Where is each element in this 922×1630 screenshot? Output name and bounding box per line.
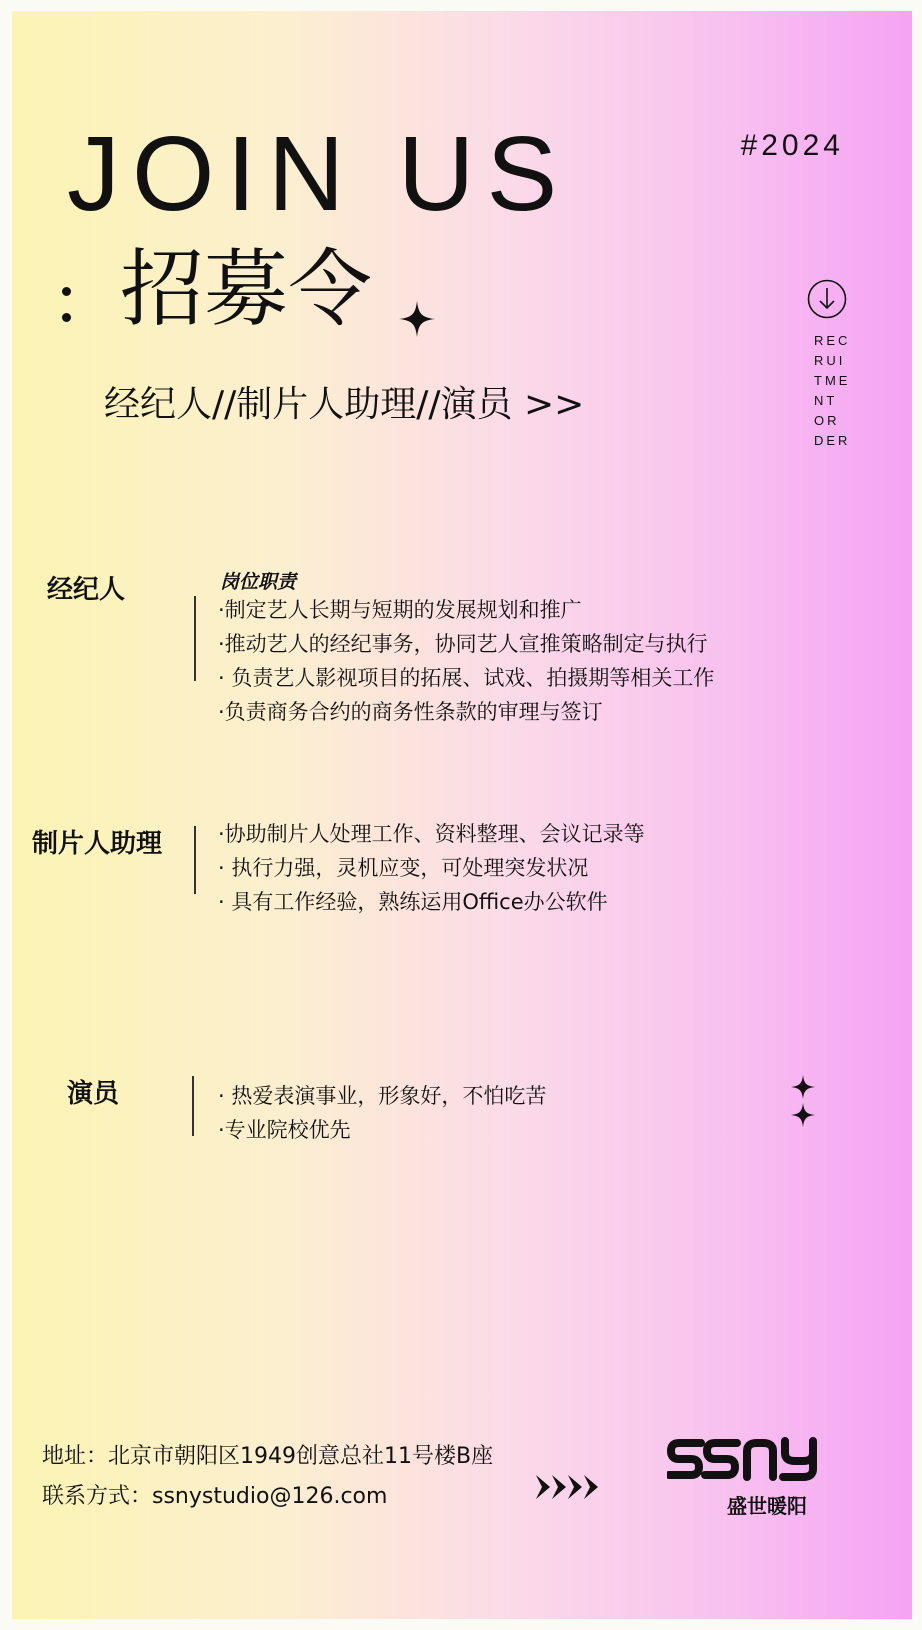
- section-heading-actor: 演员: [67, 1079, 120, 1109]
- sparkle-icon: [791, 1103, 815, 1127]
- section-heading-agent: 经纪人: [47, 575, 126, 605]
- section-divider: [194, 826, 196, 894]
- list-item: · 具有工作经验，熟练运用Office办公软件: [218, 890, 608, 914]
- vertical-text-line: DER: [814, 433, 851, 448]
- vertical-text-line: NT: [814, 393, 838, 408]
- vertical-text-line: RUI: [814, 353, 846, 368]
- contact-text: 联系方式：ssnystudio@126.com: [42, 1484, 388, 1509]
- list-item: · 负责艺人影视项目的拓展、试戏、拍摄期等相关工作: [218, 666, 715, 690]
- ssny-logo: [667, 1431, 827, 1521]
- list-item: ·推动艺人的经纪事务，协同艺人宣推策略制定与执行: [218, 632, 708, 656]
- list-item: · 热爱表演事业，形象好，不怕吃苦: [218, 1084, 547, 1108]
- list-item: · 执行力强，灵机应变，可处理突发状况: [218, 856, 589, 880]
- year-tag: #2024: [740, 129, 844, 162]
- duty-label: 岗位职责: [220, 571, 297, 593]
- vertical-text-line: OR: [814, 413, 840, 428]
- list-item: ·制定艺人长期与短期的发展规划和推广: [218, 598, 582, 622]
- section-items-producer-assistant: [218, 817, 645, 919]
- section-items-actor: [218, 1079, 546, 1147]
- chinese-title: 招募令: [120, 240, 373, 338]
- list-item: ·负责商务合约的商务性条款的审理与签订: [218, 700, 603, 724]
- section-heading-producer-assistant: 制片人助理: [32, 829, 163, 859]
- colon-mark: [62, 279, 72, 329]
- roles-list: 经纪人//制片人助理//演员 >>: [104, 384, 585, 425]
- vertical-recruitment-order: [814, 331, 850, 451]
- sparkle-icon: [791, 1075, 815, 1099]
- section-items-agent: [218, 593, 714, 729]
- section-divider: [194, 596, 196, 681]
- address-text: 地址：北京市朝阳区1949创意总社11号楼B座: [42, 1444, 494, 1469]
- sparkle-icon: [399, 301, 435, 337]
- vertical-text-line: TME: [814, 373, 851, 388]
- arrow-down-circle-icon: [807, 279, 847, 319]
- section-divider: [192, 1076, 194, 1136]
- vertical-text-line: REC: [814, 333, 851, 348]
- forward-arrows-icon: [534, 1473, 602, 1501]
- recruitment-poster: [12, 11, 912, 1619]
- logo-chinese-text: 盛世暖阳: [727, 1494, 807, 1518]
- list-item: ·协助制片人处理工作、资料整理、会议记录等: [218, 822, 645, 846]
- poster-title: JOIN US: [67, 115, 570, 233]
- list-item: ·专业院校优先: [218, 1118, 351, 1142]
